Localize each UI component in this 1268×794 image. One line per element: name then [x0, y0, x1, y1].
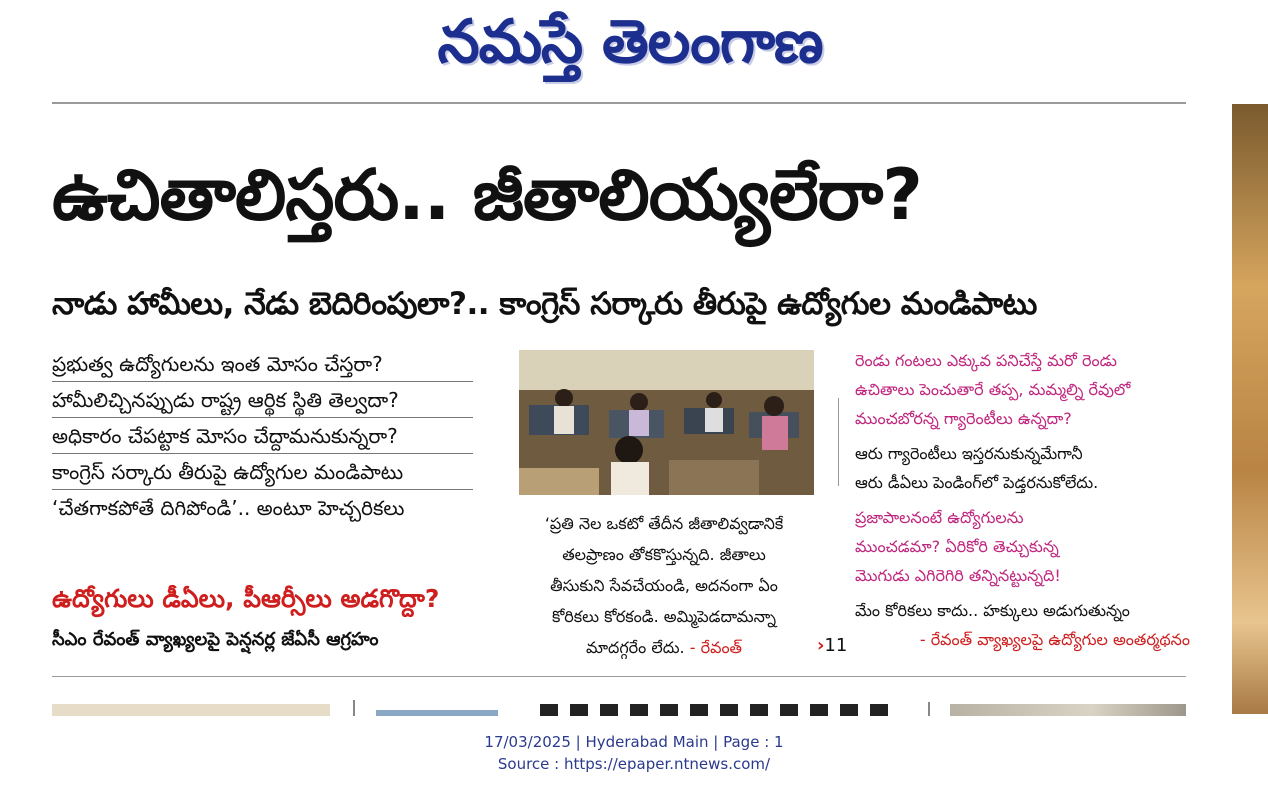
reaction-attribution: - రేవంత్ వ్యాఖ్యలపై ఉద్యోగుల అంతర్మథనం	[919, 630, 1190, 649]
column-divider	[838, 398, 839, 486]
masthead-divider	[52, 102, 1186, 104]
reaction-line: ప్రజాపాలనంటే ఉద్యోగులను	[855, 508, 1024, 527]
reaction-line: ముంచడమా? ఏరికోరి తెచ్చుకున్న	[855, 537, 1059, 556]
subheadline: నాడు హామీలు, నేడు బెదిరింపులా?.. కాంగ్రెస్ సర్కారు తీరుపై ఉద్యోగుల మండిపాటు	[52, 286, 1037, 322]
reaction-line: ఆరు గ్యారెంటీలు ఇస్తరనుకున్నమేగానీ	[855, 444, 1083, 463]
quote-line: ‘ప్రతి నెల ఒకటో తేదీన జీతాలివ్వడానికే	[544, 514, 784, 533]
next-headline-fragment	[540, 704, 900, 716]
reaction-line: ఆరు డీఏలు పెండింగ్‌లో పెడ్తరనుకోలేదు.	[855, 473, 1099, 492]
office-photo-illustration	[519, 350, 814, 495]
next-story-image-fragment	[950, 704, 1186, 716]
reaction-line: ముంచబోరన్న గ్యారెంటీలు ఉన్నదా?	[855, 409, 1072, 428]
continued-page-reference[interactable]	[817, 632, 857, 660]
next-story-image-fragment	[376, 710, 498, 716]
section-divider	[52, 676, 1186, 677]
secondary-subheadline: సీఎం రేవంత్ వ్యాఖ్యలపై పెన్షనర్ల జేఏసీ ఆగ్రహం	[52, 629, 379, 650]
reaction-line: మొగుడు ఎగిరెగిరి తన్నినట్టున్నది!	[855, 566, 1061, 585]
reaction-line: ఉచితాలు పెంచుతారే తప్ప, మమ్మల్ని రేవులో	[855, 380, 1131, 399]
quote-author: - రేవంత్	[689, 638, 743, 657]
key-point: ‘చేతగాకపోతే దిగిపోండి’.. అంటూ హెచ్చరికలు	[52, 496, 405, 520]
masthead-logo: నమస్తే తెలంగాణ	[437, 7, 823, 77]
chevron-right-icon: ›	[817, 635, 825, 656]
cm-quote	[510, 508, 818, 663]
quote-line: మాదగ్గరేం లేదు.	[585, 638, 685, 657]
main-headline: ఉచితాలిస్తరు.. జీతాలియ్యలేరా?	[52, 154, 922, 236]
key-point: కాంగ్రెస్ సర్కారు తీరుపై ఉద్యోగుల మండిపాటు	[52, 454, 473, 490]
source-link[interactable]: Source : https://epaper.ntnews.com/	[497, 755, 771, 773]
continued-page-number: 11	[824, 635, 848, 656]
quote-line: తలప్రాణం తోకకొస్తున్నది. జీతాలు	[562, 545, 766, 564]
key-point: అధికారం చేపట్టాక మోసం చేద్దామనుకున్నరా?	[52, 418, 473, 454]
secondary-headline: ఉద్యోగులు డీఏలు, పీఆర్సీలు అడగొద్దా?	[52, 584, 440, 613]
employee-reactions-column	[855, 346, 1190, 654]
quote-line-last	[510, 632, 818, 663]
key-point: ప్రభుత్వ ఉద్యోగులను ఇంత మోసం చేస్తరా?	[52, 346, 473, 382]
key-point: హామీలిచ్చినప్పుడు రాష్ట్ర ఆర్థిక స్థితి తెల్వదా?	[52, 382, 473, 418]
key-points-list	[52, 346, 473, 526]
office-employees-photo	[519, 350, 814, 495]
reaction-line: రెండు గంటలు ఎక్కువ పనిచేస్తే మరో రెండు	[855, 351, 1117, 370]
column-divider	[928, 702, 930, 716]
adjacent-page-photo-edge	[1232, 104, 1268, 714]
edition-info: 17/03/2025 | Hyderabad Main | Page : 1	[484, 733, 784, 751]
quote-line: తీసుకుని సేవచేయండి, అదనంగా ఏం	[550, 576, 778, 595]
next-story-image-fragment	[52, 704, 330, 716]
column-divider	[353, 700, 355, 716]
reaction-line: మేం కోరికలు కాదు.. హక్కులు అడుగుతున్నం	[855, 601, 1130, 620]
quote-line: కోరికలు కోరకండి. అమ్మిపెడదామన్నా	[551, 607, 777, 626]
